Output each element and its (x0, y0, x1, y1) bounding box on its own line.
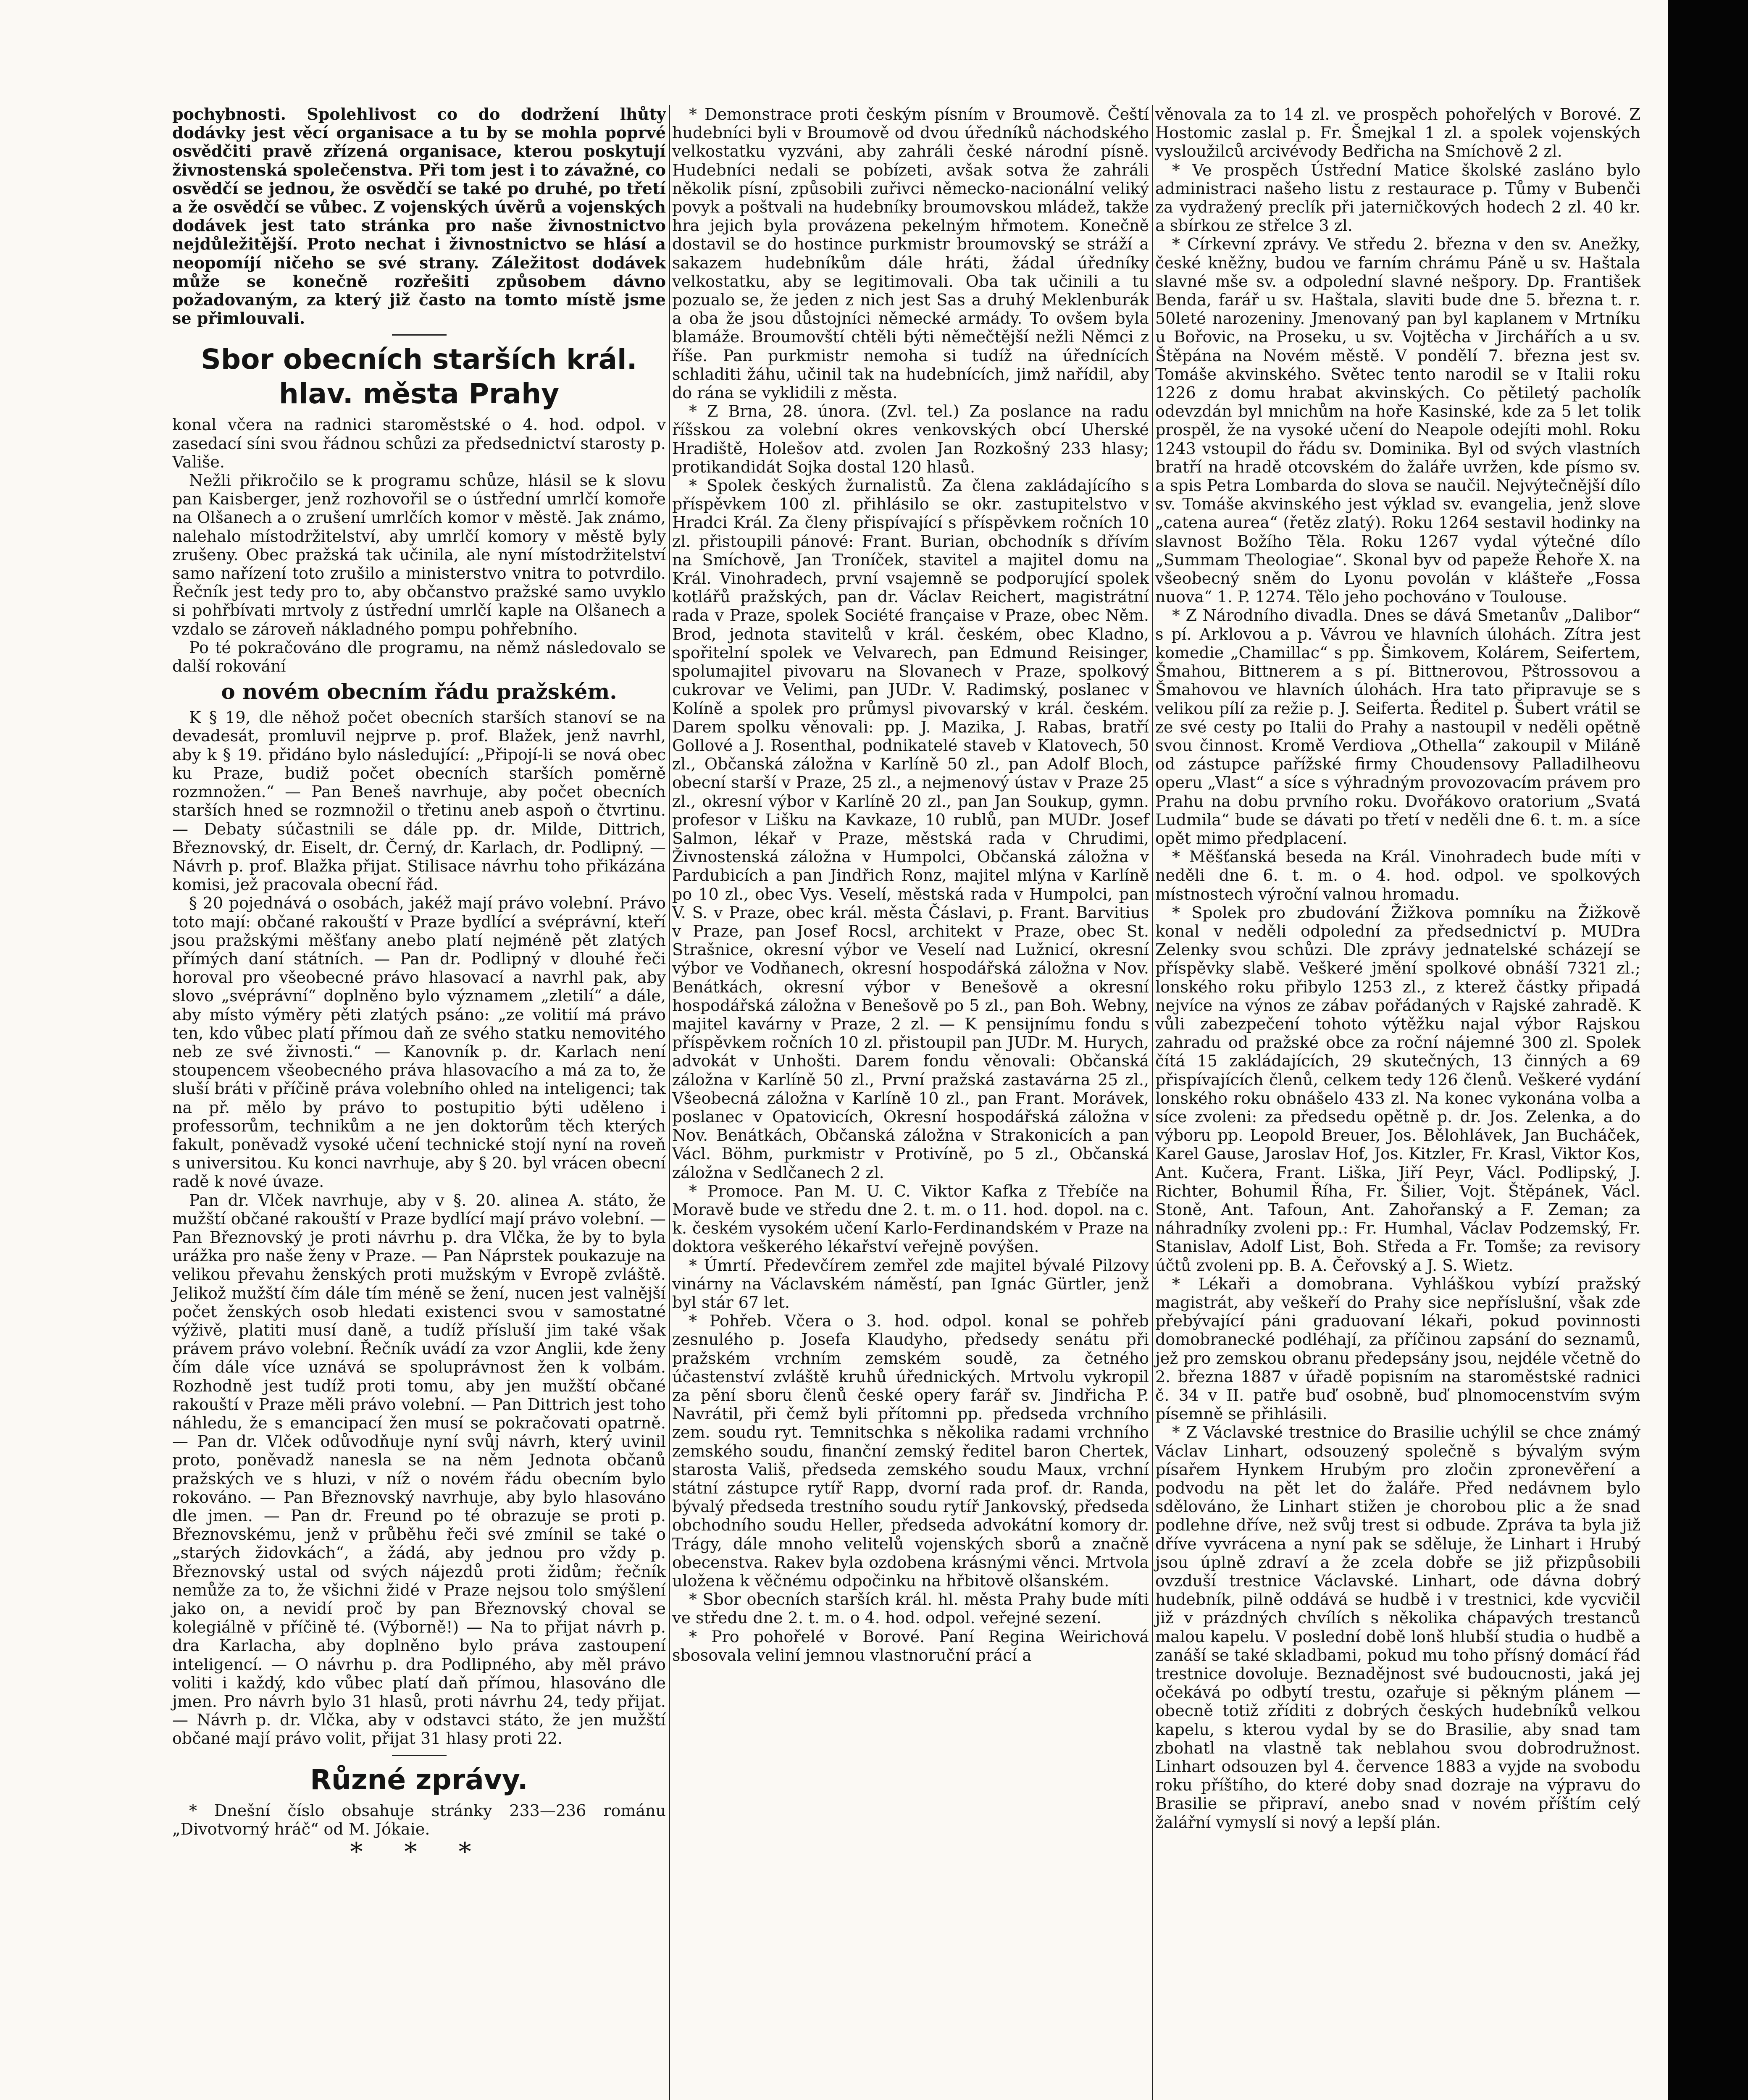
paragraph: § 20 pojednává o osobách, jakéž mají právo volební. Právo toto mají: občané rakouští v Praze bydlící a svéprávní, kteří jsou pražskými měšťany anebo platí nejméně pět zlatých přímých daní státních. — Pan dr. Podlipný v dlouhé řeči horoval pro všeobecné právo hlasovací a navrhl pak, aby slovo „svéprávní“ doplněno bylo významem „zletilí“ a dále, aby místo výměry pěti zlatých psáno: „ze volitií má právo ten, kdo vůbec platí přímou daň ze svého statku nemovitého neb ze své živnosti.“ — Kanovník p. dr. Karlach není stoupencem všeobecného práva hlasovacího a má za to, že sluší bráti v příčině práva volebního ohled na inteligenci; tak na př. mělo by právo to postupitio býti uděleno i professorům, technikům a ne jen doktorům těch kterých fakult, poněvadž vysoké učení technické stojí nyní na roveň s universitou. Ku konci navrhuje, aby § 20. byl vrácen obecní radě k nové úvaze. (172, 894, 666, 1191)
news-item: * Spolek pro zbudování Žižkova pomníku na Žižkově konal v neděli odpolední za předsednictví p. MUDra Zelenky svou schůzi. Dle zprávy jednatelské scházejí se příspěvky slabě. Veškeré jmění spolkové obnáší 7321 zl.; lonského roku přibylo 1253 zl., z kterež částky připadá nejvíce na výnos ze zábav pořádaných v Rajské zahradě. K vůli zabezpečení tohoto výtěžku najal výbor Rajskou zahradu od pražské obce za roční nájemné 300 zl. Spolek čítá 15 zakládajících, 29 skutečných, 13 činných a 69 přispívajících členů, celkem tedy 126 členů. Veškeré vydání lonského roku obnášelo 433 zl. Na konec vykonána volba a síce zvoleni: za předsedu opětně p. dr. Jos. Zelenka, a do výboru pp. Leopold Breuer, Jos. Bělohlávek, Jan Bucháček, Karel Gause, Jaroslav Hof, Jos. Kitzler, Fr. Krasl, Viktor Kos, Ant. Kučera, Frant. Liška, Jiří Peyr, Václ. Podlipský, J. Richter, Bohumil Říha, Fr. Šilier, Vojt. Štěpánek, Václ. Stoně, Ant. Tafoun, Ant. Zahořanský a F. Zeman; za náhradníky zvoleni pp.: Fr. Humhal, Václav Podzemský, Fr. Stanislav, Adolf List, Boh. Středa a Fr. Tomše; za revisory účtů zvoleni pp. B. A. Čeřovský a J. S. Wietz. (1155, 903, 1640, 1275)
column-2 (672, 105, 1149, 1664)
paragraph: Pan dr. Vlček navrhuje, aby v §. 20. alinea A. státo, že mužští občané rakouští v Praze bydlící mají právo volební. — Pan Březnovský je proti návrhu p. dra Vlčka, že by to byla urážka pro naše ženy v Praze. — Pan Náprstek poukazuje na velikou převahu ženských proti mužským v Evropě zvláště. Jelikož mužští čím dále tím méně se žení, nucen jest valnější počet ženských osob hledati existenci svou v samostatné výživě, platiti musí daně, a tudíž přísluší jim také však právem právo volební. Řečník uvádí za vzor Anglii, kde ženy čím dále více uznává se spoluprávnost žen k volbám. Rozhodně jest tudíž proti tomu, aby jen mužští občané rakouští v Praze měli právo volební. — Pan Dittrich jest toho náhledu, že s emancipací žen musí se pokračovati opatrně. — Pan dr. Vlček odůvodňuje nyní svůj návrh, který uvinil proto, poněvadž nanesla se na něm Jednota občanů pražských ve s hluzi, v níž o novém řádu obecním bylo rokováno. — Pan Březnovský navrhuje, aby bylo hlasováno dle jmen. — Pan dr. Freund po té obrazuje se proti p. Březnovskému, jenž v průběhu řeči své zmínil se také o „starých židovkách“, a žádá, aby jednou pro vždy p. Březnovský ustal od svých nájezdů proti židům; řečník nemůže za to, že všichni židé v Praze nejsou tolo smýšlení jako on, a nevidí proč by pan Březnovský choval se kolegiálně v příčině té. (Výborně!) — Na to přijat návrh p. dra Karlacha, aby doplněno bylo práva zastoupení inteligencí. — O návrhu p. dra Podlipného, aby měl právo voliti i každý, kdo vůbec platí daň přímou, hlasováno dle jmen. Pro návrh bylo 31 hlasů, proti návrhu 24, tedy přijat. — Návrh p. dr. Vlčka, aby v odstavci státo, že jen mužští občané mají právo volit, přijat 31 hlasy proti 22. (172, 1191, 666, 1748)
column-1-intro: pochybnosti. Spolehlivost co do dodržení lhůty dodávky jest věcí organisace a tu by se mohla poprvé osvědčiti pravě zřízená organisace, kterou poskytují živnostenská společenstva. Při tom jest i to závažné, co osvědčí se jednou, že osvědčí se také po druhé, po třetí a že osvědčí se vůbec. Z vojenských úvěrů a vojenských dodávek jest tato stránka pro naše živnostnictvo nejdůležitější. Proto nechat i živnostnictvo se hlásí a neopomíjí ničeho se své strany. Záležitost dodávek může se konečně rozřešiti způsobem dávno požadovaným, za který již často na tomto místě jsme se přimlouvali. (172, 105, 666, 328)
news-item: * Pohřeb. Včera o 3. hod. odpol. konal se pohřeb zesnulého p. Josefa Klaudyho, předsedy senátu při pražském vrchním zemském soudě, za četného účastenství zvláště kruhů úřednických. Mrtvolu vykropil za pění sboru členů české opery farář sv. Jindřicha P. Navrátil, při čemž byli přítomni pp. předseda vrchního zem. soudu ryt. Temnitschka s několika radami vrchního zemského soudu, finanční zemský ředitel baron Chertek, starosta Vališ, předseda zemského soudu Maux, vrchní státní zástupce rytíř Rapp, dvorní rada prof. dr. Randa, bývalý předseda trestního soudu rytíř Jankovský, předseda obchodního soudu Heller, předseda advokátní komory dr. Trágy, dále mnoho velitelů vojenských sborů a značně obecenstva. Rakev byla ozdobena krásnými věnci. Mrtvola uložena k věčnému odpočinku na hřbitově olšanském. (672, 1312, 1149, 1591)
news-item: * Demonstrace proti českým písním v Broumově. Čeští hudebníci byli v Broumově od dvou úředníků náchodského velkostatku vyzváni, aby zahráli české národní písně. Hudebníci nedali se pobízeti, avšak sotva že zahráli několik písní, způsobili zuřivci německo-nacionální veliký povyk a poštvali na hudebníky broumovskou mládež, takže hra jejich byla provázena pekelným hřmotem. Konečně dostavil se do hostince purkmistr broumovský se stráží a sakazem hudebníkům dále hráti, žádal úředníky velkostatku, aby se legitimovali. Oba tak učinili a tu pozualo se, že jeden z nich jest Sas a druhý Meklenburák a oba že jsou důstojníci německé armády. To ovšem byla blamáže. Broumovští chtěli býti němečtější nežli Němci z říše. Pan purkmistr nemoha si tudíž na úřednících schladiti žáhu, učinil tak na hudebnících, jimž nařídil, aby do rána se vyklidili z města. (672, 105, 1149, 402)
paragraph: konal včera na radnici staroměstské o 4. hod. odpol. v zasedací síni svou řádnou schůzi za předsednictví starosty p. Vališe. (172, 415, 666, 471)
scan-spine-edge (1668, 0, 1748, 2100)
column-3 (1155, 105, 1640, 1832)
news-item: * Z Národního divadla. Dnes se dává Smetanův „Dalibor“ s pí. Arklovou a p. Vávrou ve hlavních úlohách. Zítra jest komedie „Chamillac“ s pp. Šimkovem, Kolárem, Seifertem, Šmahou, Bittnerem a s pí. Bittnerovou, Pštrossovou a Šmahovou ve hlavních úlohách. Hra tato připravuje se s velikou pílí za režie p. J. Seiferta. Ředitel p. Šubert vrátil se ze své cesty po Italii do Prahy a nastoupil v neděli opětně svou činnost. Kromě Verdiova „Othella“ zakoupil v Miláně od zástupce pařížské firmy Choudensovy Palladilheovu operu „Vlast“ a síce s výhradným provozovacím právem pro Prahu na dobu prvního roku. Dvořákovo oratorium „Svatá Ludmila“ bude se dávati po třetí v neděli dne 6. t. m. a síce opět mimo předplacení. (1155, 606, 1640, 848)
news-item: * Spolek českých žurnalistů. Za člena zakládajícího s příspěvkem 100 zl. přihlásilo se okr. zastupitelstvo v Hradci Král. Za členy přispívající s příspěvkem ročních 10 zl. přistoupili pánové: Frant. Burian, obchodník s dřívím na Smíchově, Jan Troníček, stavitel a majitel domu na Král. Vinohradech, první vsajemně se podporující spolek kotlářů pražských, pan dr. Václav Reichert, magistrátní rada v Praze, spolek Société française v Praze, obec Něm. Brod, jednota stavitelů v král. českém, obec Kladno, spořitelní spolek ve Velvarech, pan Edmund Reisinger, spolumajitel pivovaru na Slovanech v Praze, spolkový cukrovar ve Velimi, pan JUDr. V. Radimský, poslanec v Kolíně a spolek pro průmysl pivovarský v král. českém. Darem spolku věnovali: pp. J. Mazika, J. Rabas, bratří Gollové a J. Rosenthal, podnikatelé staveb v Klatovech, 50 zl., Občanská záložna v Karlíně 50 zl., pan Adolf Bloch, obecní starší v Praze, 25 zl., a nejmenový ústav v Praze 25 zl., okresní výbor v Karlíně 20 zl., pan Jan Soukup, gymn. profesor v Lišku na Kavkaze, 10 rublů, pan MUDr. Josef Salmon, lékař v Praze, městská rada v Chrudimi, Živnostenská záložna v Humpolci, Občanská záložna v Pardubicích a pan Jindřich Ronz, majitel mlýna v Karlíně po 10 zl., obec Vys. Veselí, městská rada v Humpolci, pan V. S. v Praze, obec král. města Čáslavi, p. Frant. Barvitius v Praze, pan Josef Rocsl, architekt v Praze, obec St. Strašnice, okresní výbor ve Veselí nad Lužnicí, okresní výbor ve Vodňanech, okresní hospodářská záložna v Nov. Benátkách, okresní výbor v Benešově a okresní hospodářská záložna v Benešově po 5 zl., pan Boh. Webny, majitel kavárny v Praze, 2 zl. — K pensijnímu fondu s příspěvkem ročních 10 zl. přistoupil pan JUDr. M. Hurych, advokát v Unhošti. Darem fondu věnovali: Občanská záložna v Karlíně 50 zl., První pražská zastavárna 25 zl., Všeobecná záložna v Karlíně 10 zl., pan Frant. Morávek, poslanec v Opatovicích, Okresní hospodářská záložna v Nov. Benátkách, Občanská záložna v Strakonicích a pan Václ. Böhm, purkmistr v Protivíně, po 5 zl., Občanská záložna v Sedlčanech 2 zl. (672, 476, 1149, 1182)
subheading-obecni-rad: o novém obecním řádu pražském. (221, 679, 617, 704)
section-heading-sbor: Sbor obecních starších král. hlav. města Prahy (201, 343, 637, 410)
separator (392, 334, 447, 336)
news-item: * Z Václavské trestnice do Brasilie uchýlil se chce známý Václav Linhart, odsouzený společně s bývalým svým písařem Hynkem Hrubým pro zločin zpronevěření a podvodu na pět let do žaláře. Před nedávnem bylo sdělováno, že Linhart stižen je chorobou plic a že snad podlehne dříve, než svůj trest si odbude. Zpráva ta byla již dříve vyvrácena a nyní pak se sděluje, že Linhart i Hrubý jsou úplně zdraví a že zcela dobře se již přizpůsobili ovzduší trestnice Václavské. Linhart, ode dávna dobrý hudebník, pilně oddává se hudbě i v trestnici, kde vycvičil již v prázdných chvílích s několika chápavých trestanců malou kapelu. V poslední době lonš hlubší studia o hudbě a zanáší se také skladbami, pokud mu toho přísný domácí řád trestnice dovoluje. Beznadějnost své budoucnosti, jaká jej očekává po odbytí trestu, ozařuje si pěkným plánem — obecně totiž zříditi z dobrých českých hudebníků velkou kapelu, s kterou vydal by se do Brasilie, aby snad tam zbohatl na vlastně tak neblahou svou dobrodružnost. Linhart odsouzen byl 4. července 1883 a vyjde na svobodu roku příštího, do které doby snad dozraje na výpravu do Brasilie se připraví, anebo snad v novém příštím celý žalářní vymyslí si nový a lepší plán. (1155, 1423, 1640, 1832)
paragraph: K § 19, dle něhož počet obecních starších stanoví se na devadesát, promluvil nejprve p. prof. Blažek, jenž navrhl, aby k § 19. přidáno bylo následující: „Připojí-li se nová obec ku Praze, budiž počet obecních starších poměrně rozmnožen.“ — Pan Beneš navrhuje, aby počet obecních starších hned se rozmnožil o třetinu aneb aspoň o čtvrtinu. — Debaty súčastnili se dále pp. dr. Milde, Dittrich, Březnovský, dr. Eiselt, dr. Černý, dr. Karlach, dr. Podlipný. — Návrh p. prof. Blažka přijat. Stilisace návrhu toho přikázána komisi, jež pracovala obecní řád. (172, 708, 666, 894)
news-item: * Měšťanská beseda na Král. Vinohradech bude míti v neděli dne 6. t. m. o 4. hod. odpol. ve spolkových místnostech výroční valnou hromadu. (1155, 848, 1640, 903)
news-item: * Úmrtí. Předevčírem zemřel zde majitel bývalé Pilzovy vinárny na Václavském náměstí, pan Ignác Gürtler, jenž byl stár 67 let. (672, 1256, 1149, 1312)
news-item: * Církevní zprávy. Ve středu 2. března v den sv. Anežky, české kněžny, budou ve farním chrámu Páně u sv. Haštala slavné mše sv. a odpolední slavné nešpory. Dp. František Benda, farář u sv. Haštala, slaviti bude dne 5. března t. r. 50leté narozeniny. Jmenovaný pan byl kaplanem v Mrtníku u Bořovic, na Proseku, u sv. Vojtěcha v Jirchářích a u sv. Štěpána na Novém městě. V pondělí 7. března jest sv. Tomáše akvinského. Světec tento narodil se v Italii roku 1226 z domu hrabat akvinských. Co pětiletý pacholík odevzdán byl mnichům na hoře Kasinské, kde za 5 let tolik prospěl, že na vysoké učení do Neapole odejíti mohl. Roku 1243 vstoupil do řádu sv. Dominika. Byl od svých vlastních bratří na hradě otcovském do žaláře uvržen, kde písmo sv. a spis Petra Lombarda do slova se naučil. Nejvýtečnější dílo sv. Tomáše akvinského jest výklad sv. evangelia, jenž slove „catena aurea“ (řetěz zlatý). Roku 1264 sestavil hodinky na slavnost Božího Těla. Roku 1267 vydal výtečné dílo „Summam Theologiae“. Skonal byv od papeže Řehoře X. na všeobecný sněm do Lyonu povolán v klášteře „Fossa nuova“ 1. P. 1274. Tělo jeho pochováno v Toulouse. (1155, 235, 1640, 606)
paragraph: Po té pokračováno dle programu, na němž následovalo se další rokování (172, 638, 666, 676)
column-rule-left (669, 105, 670, 2100)
section-heading-ruzne-zpravy: Různé zprávy. (310, 1763, 528, 1796)
news-item: * Ve prospěch Ústřední Matice školské zasláno bylo administraci našeho listu z restaurace p. Tůmy v Bubenči za vydražený preclík při jaterničkových hodech 2 zl. 40 kr. a sbírkou ze střelce 3 zl. (1155, 160, 1640, 235)
news-item: * Z Brna, 28. února. (Zvl. tel.) Za poslance na radu říšskou za volební okres venkovských obcí Uherské Hradiště, Holešov atd. zvolen Jan Rozkošný 233 hlasy; protikandidát Sojka dostal 120 hlasů. (672, 402, 1149, 476)
column-1 (172, 105, 666, 1867)
news-item: * Promoce. Pan M. U. C. Viktor Kafka z Třebíče na Moravě bude ve středu dne 2. t. m. o 11. hod. dopol. na c. k. českém vysokém učení Karlo-Ferdinandském v Praze na doktora veškerého lékařství veřejně povýšen. (672, 1181, 1149, 1256)
paragraph: * Dnešní číslo obsahuje stránky 233—236 románu „Divotvorný hráč“ od M. Jókaie. (172, 1801, 666, 1838)
stars-separator: * * * (350, 1837, 488, 1867)
news-item: věnovala za to 14 zl. ve prospěch pohořelých v Borové. Z Hostomic zaslal p. Fr. Šmejkal 1 zl. a spolek vojenských vysloužilců arcivévody Bedřicha na Smíchově 2 zl. (1155, 105, 1640, 161)
news-item: * Pro pohořelé v Borové. Paní Regina Weirichová sbosovala veliní jemnou vlastnoruční prácí a (672, 1627, 1149, 1664)
column-rule-right (1152, 105, 1153, 2100)
separator (392, 1755, 447, 1756)
news-item: * Lékaři a domobrana. Vyhláškou vybízí pražský magistrát, aby veškeří do Prahy sice nepříslušní, však zde přebývající páni graduovaní lékaři, pokud povinnosti domobranecké podléhají, za příčinou zapsání do seznamů, jež pro zemskou obranu předepsány jsou, nejdéle včetně do 2. března 1887 v úřadě popisním na staroměstské radnici č. 34 v II. patře buď osobně, buď plnomocenstvím svým písemně se přihlásili. (1155, 1274, 1640, 1423)
paragraph: Nežli přikročilo se k programu schůze, hlásil se k slovu pan Kaisberger, jenž rozhovořil se o ústřední umrlčí komoře na Olšanech a o zrušení umrlčích komor v městě. Jak známo, nalehalo místodržitelství, aby umrlčí komory v městě byly zrušeny. Obec pražská tak učinila, ale nyní místodržitelství samo nařízení toto zrušilo a ministerstvo vnitra to potvrdilo. Řečník jest tedy pro to, aby občanstvo pražské samo uvyklo si pohřbívati mrtvoly z ústřední umrlčí kaple na Olšanech a vzdalo se zároveň nákladného pompu pohřebního. (172, 471, 666, 638)
news-item: * Sbor obecních starších král. hl. města Prahy bude míti ve středu dne 2. t. m. o 4. hod. odpol. veřejné sezení. (672, 1590, 1149, 1628)
